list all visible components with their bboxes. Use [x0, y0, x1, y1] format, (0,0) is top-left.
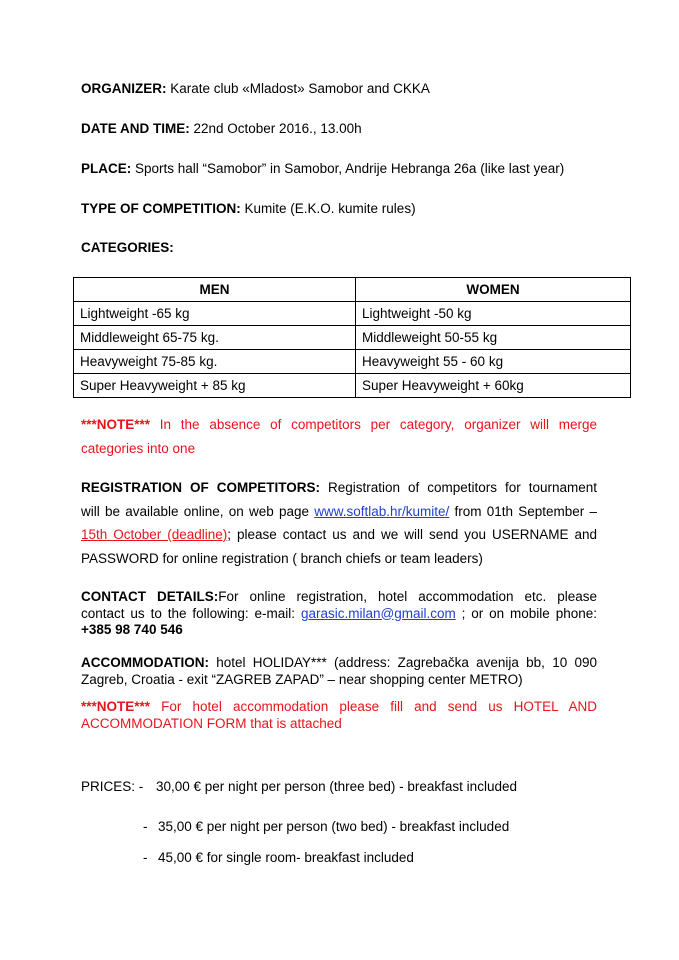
- categories-table: [73, 277, 631, 398]
- prices-label: PRICES: -: [81, 779, 144, 794]
- date-time-label: DATE AND TIME:: [81, 121, 190, 136]
- accommodation-paragraph: ACCOMMODATION: hotel HOLIDAY*** (address: Zagrebačka avenija bb, 10 090 Zagreb, Croatia - exit “ZAGREB ZAPAD” – near shopping center METRO): [81, 655, 597, 687]
- table-header-women: WOMEN: [356, 278, 631, 302]
- table-cell: Lightweight -65 kg: [74, 302, 356, 326]
- phone-number: +385 98 740 546: [81, 622, 183, 637]
- table-cell: Heavyweight 55 - 60 kg: [356, 350, 631, 374]
- contact-label: CONTACT DETAILS:: [81, 589, 219, 604]
- email-link[interactable]: garasic.milan@gmail.com: [300, 605, 456, 621]
- price-item: 45,00 € for single room- breakfast included: [158, 850, 414, 865]
- date-time-value: 22nd October 2016., 13.00h: [189, 121, 362, 136]
- deadline-text: 15th October (deadline): [81, 527, 228, 542]
- competition-type-line: [81, 201, 597, 217]
- price-item: 35,00 € per night per person (two bed) - breakfast included: [158, 819, 510, 834]
- note-tag: ***NOTE***: [81, 699, 151, 714]
- place-label: PLACE:: [81, 161, 132, 176]
- note-tag: ***NOTE***: [81, 417, 151, 432]
- table-header-row: [74, 278, 631, 302]
- table-cell: Super Heavyweight + 60kg: [356, 374, 631, 398]
- table-cell: Lightweight -50 kg: [356, 302, 631, 326]
- table-cell: Middleweight 50-55 kg: [356, 326, 631, 350]
- contact-paragraph: CONTACT DETAILS:For online registration, hotel accommodation etc. please contact us to the following: e-mail: garasic.milan@gmail.com ; or on mobile phone: +385 98 740 546: [81, 589, 598, 637]
- note-hotel-form: ***NOTE*** For hotel accommodation please fill and send us HOTEL AND ACCOMMODATION FORM that is attached: [81, 699, 597, 731]
- organizer-value: Karate club «Mladost» Samobor and CKKA: [166, 81, 430, 96]
- categories-heading: [81, 240, 597, 256]
- registration-link[interactable]: www.softlab.hr/kumite/: [314, 503, 450, 519]
- competition-type-value: Kumite (E.K.O. kumite rules): [240, 201, 416, 216]
- registration-label: REGISTRATION OF COMPETITORS:: [81, 480, 320, 495]
- table-row: [74, 326, 631, 350]
- table-cell: Heavyweight 75-85 kg.: [74, 350, 356, 374]
- categories-label: CATEGORIES:: [81, 240, 174, 255]
- place-value: Sports hall “Samobor” in Samobor, Andrije Hebranga 26a (like last year): [131, 161, 565, 176]
- date-time-line: [81, 121, 597, 137]
- table-row: [74, 302, 631, 326]
- note-merge-categories: ***NOTE*** In the absence of competitors per category, organizer will merge categories into one: [81, 417, 597, 456]
- table-cell: Middleweight 65-75 kg.: [74, 326, 356, 350]
- table-row: [74, 350, 631, 374]
- place-line: [81, 161, 597, 177]
- table-cell: Super Heavyweight + 85 kg: [74, 374, 356, 398]
- table-row: [74, 374, 631, 398]
- registration-paragraph: REGISTRATION OF COMPETITORS: Registration of competitors for tournament will be available online, on web page www.softlab.hr/kumite/ from 01th September – 15th October (deadline); please contact us and we will send you USERNAME and PASSWORD for online registration ( branch chiefs or team leaders): [81, 480, 598, 566]
- competition-type-label: TYPE OF COMPETITION:: [81, 201, 241, 216]
- accommodation-label: ACCOMMODATION:: [81, 655, 209, 670]
- price-item: 30,00 € per night per person (three bed) - breakfast included: [156, 779, 517, 794]
- price-dash: -: [143, 850, 148, 865]
- organizer-line: [81, 81, 597, 97]
- table-header-men: MEN: [74, 278, 356, 302]
- price-dash: -: [143, 819, 148, 834]
- organizer-label: ORGANIZER:: [81, 81, 167, 96]
